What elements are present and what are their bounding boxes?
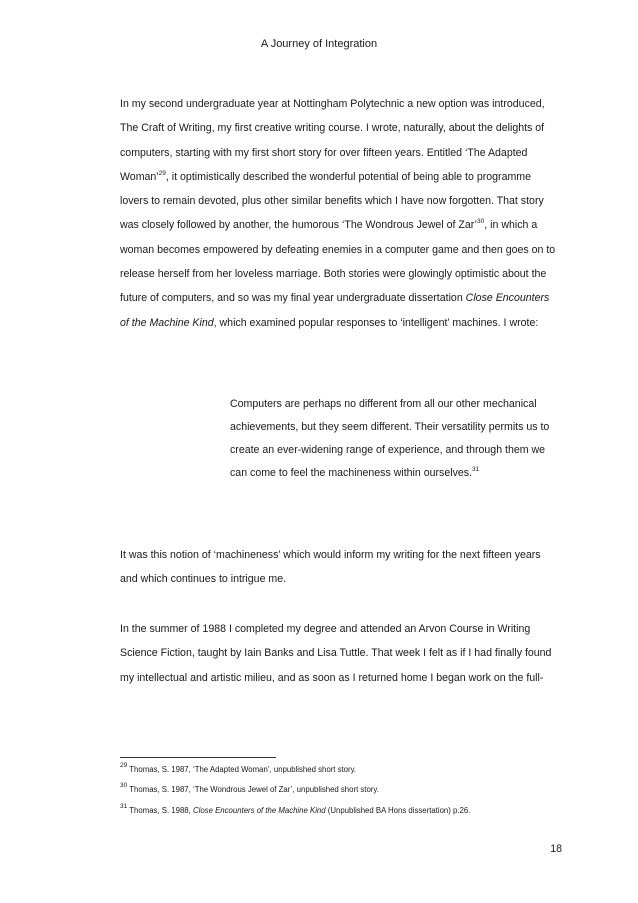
dissertation-title: Close Encounters of the Machine Kind <box>120 292 550 329</box>
footnote-number: 31 <box>120 803 128 810</box>
footnote-29 <box>120 762 560 775</box>
footnote-30 <box>120 782 560 795</box>
footnote-31 <box>120 803 560 816</box>
paragraph-text: In my second undergraduate year at Nottingham Polytechnic a new option was introduced, The Craft of Writing, my first creative writing course. I wrote, naturally, about the delights of computers, starting with my first short story for over fifteen years. Entitled ‘The Adapted Woman’ <box>120 98 545 183</box>
footnote-ref-30: 30 <box>477 218 485 226</box>
paragraph-text: , it optimistically described the wonderful potential of being able to programme lovers to remain devoted, plus other similar benefits which I have now forgotten. That story was closely followed by another, the humorous ‘The Wondrous Jewel of Zar’ <box>120 170 544 232</box>
footnote-text: Thomas, S. 1988, <box>129 806 193 815</box>
footnote-number: 30 <box>120 782 128 789</box>
paragraph-machineness: It was this notion of ‘machineness’ which would inform my writing for the next fifteen years and which continues to intrigue me. <box>120 549 541 586</box>
quote-text: Computers are perhaps no different from all our other mechanical achievements, but they seem different. Their versatility permits us to create an ever-widening range of experience, and through them we can come to feel the machineness within ourselves. <box>230 398 550 480</box>
page-number: 18 <box>550 843 562 855</box>
footnote-ref-29: 29 <box>158 169 166 177</box>
paragraph-text: , in which a woman becomes empowered by defeating enemies in a computer game and then goes on to release herself from her loveless marriage. Both stories were glowingly optimistic about the future of computers, and so was my final year undergraduate dissertation <box>120 219 556 305</box>
footnote-number: 29 <box>120 762 128 769</box>
running-header: A Journey of Integration <box>260 38 378 50</box>
footnote-italic-title: Close Encounters of the Machine Kind <box>192 806 326 815</box>
block-quote <box>230 393 550 485</box>
footnote-text: Thomas, S. 1987, ‘The Adapted Woman’, unpublished short story. <box>129 765 357 774</box>
paragraph-arvon-course: In the summer of 1988 I completed my degree and attended an Arvon Course in Writing Science Fiction, taught by Iain Banks and Lisa Tuttle. That week I felt as if I had finally found my intellectual and artistic milieu, and as soon as I returned home I began work on the full- <box>120 623 552 684</box>
footnote-text: (Unpublished BA Hons dissertation) p.26. <box>325 806 471 815</box>
footnote-ref-31: 31 <box>472 466 480 474</box>
paragraph-text: , which examined popular responses to ‘intelligent’ machines. I wrote: <box>213 316 539 329</box>
paragraph-craft-of-writing <box>120 92 560 335</box>
footnote-text: Thomas, S. 1987, ‘The Wondrous Jewel of Zar’, unpublished short story. <box>129 785 379 794</box>
footnote-separator <box>120 757 276 758</box>
